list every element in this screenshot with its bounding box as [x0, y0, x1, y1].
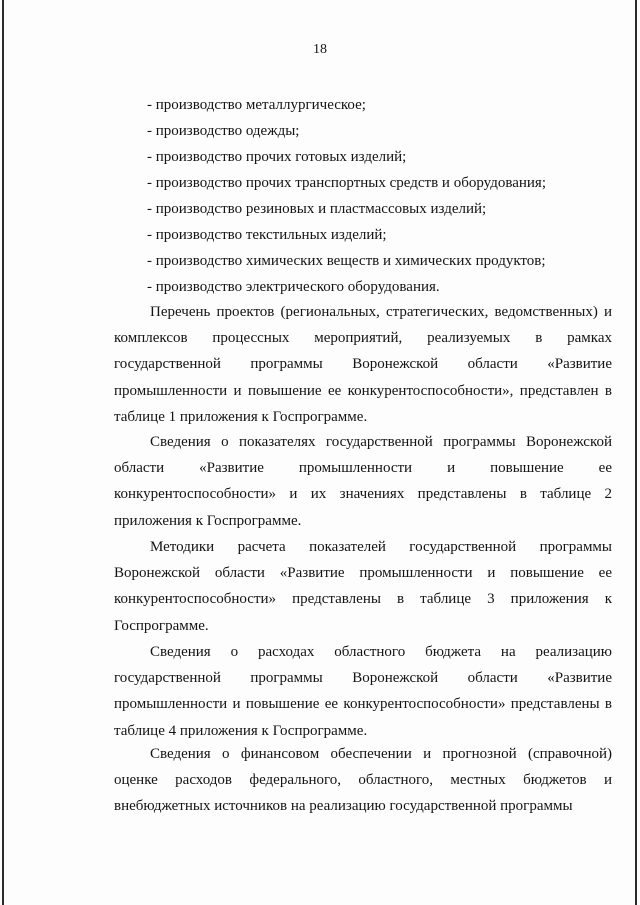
paragraph-methods: Методики расчета показателей государственной программы Воронежской области «Развитие промышленности и повышение ее конкурентоспособности» представлены в таблице 3 приложения к Госпрограмме.: [114, 539, 612, 634]
list-item: - производство прочих готовых изделий;: [147, 149, 407, 165]
page-number: 18: [313, 42, 327, 57]
list-item: - производство текстильных изделий;: [147, 227, 387, 243]
industry-list: [147, 92, 617, 300]
paragraph-budget-expenses: Сведения о расходах областного бюджета на реализацию государственной программы Воронежской области «Развитие промышленности и повышение ее конкурентоспособности» представлены в таблице 4 приложения к Госпрограмме.: [114, 644, 612, 739]
paragraph-financing: Сведения о финансовом обеспечении и прогнозной (справочной) оценке расходов федерального, областного, местных бюджетов и внебюджетных источников на реализацию государственной программы: [114, 746, 612, 815]
scan-edge-left: [2, 0, 4, 905]
list-item: - производство резиновых и пластмассовых изделий;: [147, 201, 487, 217]
list-item: - производство прочих транспортных средств и оборудования;: [147, 175, 546, 191]
list-item: - производство химических веществ и химических продуктов;: [147, 253, 546, 269]
scan-edge-right: [635, 0, 637, 905]
paragraph-indicators: Сведения о показателях государственной программы Воронежской области «Развитие промышленности и повышение ее конкурентоспособности» и их значениях представлены в таблице 2 приложения к Госпрограмме.: [114, 434, 612, 529]
list-item: - производство одежды;: [147, 123, 300, 139]
list-item: - производство металлургическое;: [147, 97, 366, 113]
paragraph-projects-list: Перечень проектов (региональных, стратегических, ведомственных) и комплексов процессных мероприятий, реализуемых в рамках государственной программы Воронежской области «Развитие промышленности и повышение ее конкурентоспособности», представлен в таблице 1 приложения к Госпрограмме.: [114, 304, 612, 425]
list-item: - производство электрического оборудования.: [147, 279, 440, 295]
